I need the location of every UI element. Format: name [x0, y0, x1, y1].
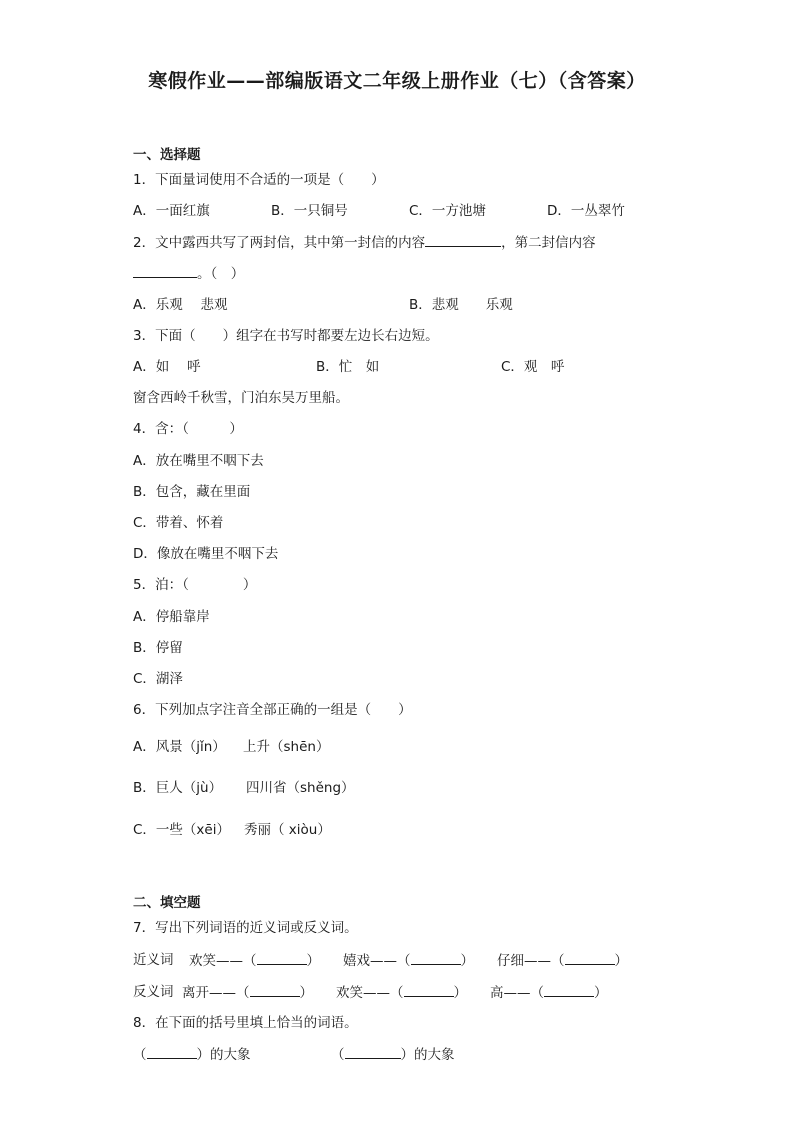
q2-answer-blank-2 [133, 263, 197, 278]
q7-antonym-item-1 [182, 982, 313, 1003]
q7-ant-2-word: 欢笑——（ [336, 985, 404, 1001]
q1-option-b: B．一只铜号 [271, 203, 348, 219]
q7-ant-2-close: ） [453, 985, 467, 1001]
q2-answer-blank-1 [425, 232, 501, 247]
q5-option-a: A．停船靠岸 [133, 609, 210, 625]
q4-option-a: A．放在嘴里不咽下去 [133, 453, 264, 469]
q7-synonym-row [0, 950, 794, 970]
q2-option-a: A．乐观 悲观 [133, 297, 228, 313]
q6-option-b [0, 778, 794, 798]
q2-option-b: B．悲观 乐观 [409, 297, 513, 313]
q8-item-2 [331, 1044, 455, 1065]
q5-option-b: B．停留 [133, 640, 183, 656]
q3-option-b: B．忙 如 [316, 359, 380, 375]
q7-syn-3-blank [565, 950, 615, 965]
q7-syn-1-blank [257, 950, 307, 965]
q7-synonym-item-2 [343, 950, 474, 971]
question-2-stem-line2 [133, 263, 244, 284]
q8-item-2-text: ）的大象 [400, 1047, 455, 1063]
q1-option-c: C．一方池塘 [409, 203, 486, 219]
q3-option-a: A．如 呼 [133, 359, 201, 375]
q7-ant-1-word: 离开——（ [182, 985, 250, 1001]
q4-option-c: C．带着、怀着 [133, 515, 224, 531]
q8-item-1-text: ）的大象 [196, 1047, 251, 1063]
q7-syn-3-word: 仔细——（ [497, 953, 565, 969]
q7-ant-3-close: ） [594, 985, 608, 1001]
q7-ant-1-close: ） [299, 985, 313, 1001]
q7-syn-2-close: ） [460, 953, 474, 969]
q7-syn-2-word: 嬉戏——（ [343, 953, 411, 969]
question-1-stem: 1．下面量词使用不合适的一项是（ ） [133, 172, 385, 188]
q7-antonym-row [0, 982, 794, 1002]
question-6-stem: 6．下列加点字注音全部正确的一组是（ ） [133, 702, 412, 718]
question-3-stem: 3．下面（ ）组字在书写时都要左边长右边短。 [133, 328, 439, 344]
question-7-stem: 7．写出下列词语的近义词或反义词。 [133, 920, 358, 936]
q3-option-c: C．观 呼 [501, 359, 565, 375]
q8-item-2-blank [345, 1044, 401, 1059]
q7-ant-1-blank [250, 982, 300, 997]
poem-line: 窗含西岭千秋雪，门泊东吴万里船。 [133, 390, 349, 406]
q6-option-c-word1: C．一些（xēi） [133, 822, 230, 838]
q1-option-a: A．一面红旗 [133, 203, 210, 219]
q6-option-b-word2: 四川省（shěng） [246, 780, 355, 796]
q6-option-c-word2: 秀丽（ xiòu） [244, 822, 331, 838]
q6-option-a-word2: 上升（shēn） [243, 739, 330, 755]
q4-option-b: B．包含，藏在里面 [133, 484, 251, 500]
q8-item-1-open: （ [133, 1047, 147, 1063]
q7-syn-1-close: ） [306, 953, 320, 969]
question-4-stem: 4．含：（ ） [133, 421, 243, 437]
q7-antonym-item-3 [490, 982, 608, 1003]
q7-syn-3-close: ） [614, 953, 628, 969]
section-heading-choice: 一、选择题 [133, 147, 201, 163]
q8-items-row [0, 1044, 794, 1064]
section-heading-fill: 二、填空题 [133, 895, 201, 911]
q7-synonym-label: 近义词 [133, 952, 174, 968]
question-1-options [0, 201, 794, 221]
q6-option-a [0, 737, 794, 757]
q5-option-c: C．湖泽 [133, 671, 183, 687]
q6-option-b-word1: B．巨人（jù） [133, 780, 223, 796]
q7-ant-3-word: 高——（ [490, 985, 544, 1001]
question-8-stem: 8．在下面的括号里填上恰当的词语。 [133, 1015, 358, 1031]
q8-item-1-blank [147, 1044, 197, 1059]
q2-stem-part3: 。（ ） [197, 266, 245, 282]
q2-stem-part1: 2．文中露西共写了两封信，其中第一封信的内容 [133, 235, 426, 251]
q7-antonym-label: 反义词 [133, 984, 174, 1000]
q7-ant-2-blank [404, 982, 454, 997]
q1-option-d: D．一丛翠竹 [547, 203, 625, 219]
q6-option-c [0, 820, 794, 840]
q7-syn-2-blank [411, 950, 461, 965]
q7-synonym-item-3 [497, 950, 628, 971]
page-title: 寒假作业——部编版语文二年级上册作业（七）（含答案） [148, 70, 646, 92]
q6-option-a-word1: A．风景（jǐn） [133, 739, 226, 755]
q4-option-d: D．像放在嘴里不咽下去 [133, 546, 279, 562]
question-2-options [0, 295, 794, 315]
q8-item-1 [133, 1044, 251, 1065]
q7-synonym-item-1 [189, 950, 320, 971]
q7-syn-1-word: 欢笑——（ [189, 953, 257, 969]
question-5-stem: 5．泊：（ ） [133, 577, 257, 593]
q2-stem-part2: ，第二封信内容 [501, 235, 596, 251]
question-2-stem-line1 [133, 232, 596, 253]
q8-item-2-open: （ [331, 1047, 345, 1063]
q7-antonym-item-2 [336, 982, 467, 1003]
q7-ant-3-blank [544, 982, 594, 997]
question-3-options [0, 357, 794, 377]
